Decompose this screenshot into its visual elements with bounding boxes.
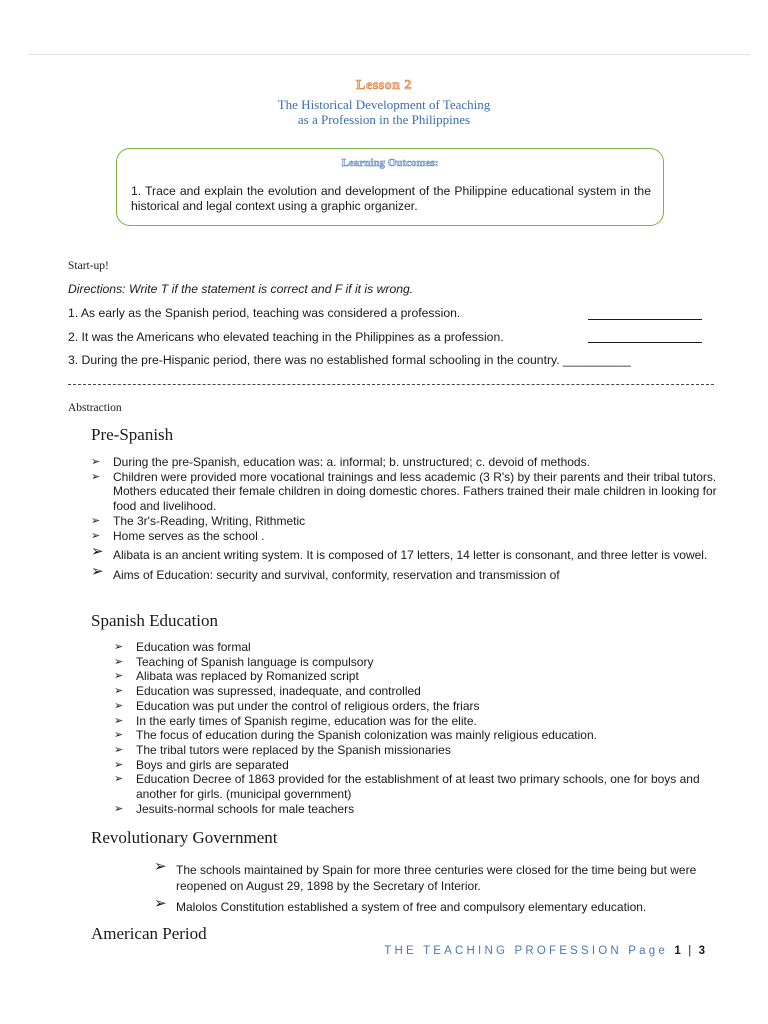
arrow-bullet-icon: ➢ — [91, 543, 104, 561]
arrow-bullet-icon: ➢ — [154, 858, 167, 875]
arrow-bullet-icon: ➢ — [114, 743, 124, 756]
arrow-bullet-icon: ➢ — [91, 470, 101, 483]
arrow-bullet-icon: ➢ — [91, 456, 101, 468]
list-item: ➢ Alibata was replaced by Romanized script — [114, 669, 359, 684]
startup-statement-1: 1. As early as the Spanish period, teaching was considered a profession. — [68, 306, 461, 320]
answer-blank-2[interactable] — [588, 342, 702, 343]
arrow-bullet-icon: ➢ — [154, 895, 167, 912]
startup-statement-2: 2. It was the Americans who elevated teaching in the Philippines as a profession. — [68, 330, 504, 344]
page-footer — [384, 945, 706, 957]
section-divider — [68, 384, 714, 385]
list-item: ➢ Aims of Education: security and survival, conformity, reservation and transmission of — [91, 563, 560, 583]
list-item: ➢ Education was supressed, inadequate, and controlled — [114, 684, 421, 699]
learning-outcomes-box — [116, 148, 664, 226]
learning-outcomes-title: Learning Outcomes: — [341, 157, 439, 169]
list-item: ➢ Home serves as the school . — [91, 528, 265, 543]
lesson-subtitle-line-1: The Historical Development of Teaching — [277, 97, 491, 112]
list-item: ➢ During the pre-Spanish, education was: a. informal; b. unstructured; c. devoid of methods. — [91, 455, 590, 469]
startup-directions: Directions: Write T if the statement is correct and F if it is wrong. — [68, 282, 414, 296]
list-item: ➢ Malolos Constitution established a system of free and compulsory elementary education. — [154, 895, 647, 914]
arrow-bullet-icon: ➢ — [114, 670, 124, 683]
section-title-spanish-education: Spanish Education — [91, 611, 219, 630]
arrow-bullet-icon: ➢ — [114, 758, 124, 771]
arrow-bullet-icon: ➢ — [91, 563, 104, 581]
list-item: ➢ Education was formal — [114, 640, 251, 654]
lesson-title: Lesson 2 — [356, 78, 412, 93]
list-item: ➢ Alibata is an ancient writing system. It is composed of 17 letters, 14 letter is consonant, and three letter is vowel. — [91, 543, 708, 563]
section-title-revolutionary-government: Revolutionary Government — [91, 828, 278, 847]
list-item: ➢ Boys and girls are separated — [114, 757, 289, 772]
startup-label: Start-up! — [68, 260, 109, 272]
list-item: ➢ Education Decree of 1863 provided for the establishment of at least two primary schools, one for boys and another for girls. (municipal government) — [114, 772, 700, 802]
header-rule — [28, 54, 750, 55]
lesson-subtitle-line-2: as a Profession in the Philippines — [297, 112, 471, 127]
section-title-american-period: American Period — [91, 924, 207, 943]
arrow-bullet-icon: ➢ — [114, 729, 124, 742]
footer-separator: | — [688, 945, 693, 957]
pre-spanish-list — [91, 455, 723, 583]
answer-blank-1[interactable] — [588, 319, 702, 320]
revolutionary-government-list — [154, 858, 724, 915]
footer-text: THE TEACHING PROFESSION Page — [384, 945, 668, 957]
list-item: ➢ Teaching of Spanish language is compulsory — [114, 654, 374, 669]
list-item: ➢ The focus of education during the Spanish colonization was mainly religious education. — [114, 728, 597, 743]
footer-page-number: 1 — [674, 945, 682, 957]
arrow-bullet-icon: ➢ — [114, 699, 124, 712]
spanish-education-list — [114, 640, 726, 816]
arrow-bullet-icon: ➢ — [114, 773, 124, 786]
abstraction-label: Abstraction — [68, 402, 122, 414]
arrow-bullet-icon: ➢ — [114, 714, 124, 727]
footer-page-total: 3 — [698, 945, 706, 957]
list-item: ➢ The schools maintained by Spain for more three centuries were closed for the time being but were reopened on August 29, 1898 by the Secretary of Interior. — [154, 858, 697, 893]
list-item: ➢ In the early times of Spanish regime, education was for the elite. — [114, 713, 477, 728]
learning-outcomes-text: 1. Trace and explain the evolution and development of the Philippine educational system in the historical and legal context using a graphic organizer. — [131, 184, 651, 213]
arrow-bullet-icon: ➢ — [114, 641, 124, 653]
startup-statement-3: 3. During the pre-Hispanic period, there was no established formal schooling in the country. __________ — [68, 353, 631, 367]
list-item: ➢ Children were provided more vocational trainings and less academic (3 R's) by their parents and their tribal tutors. Mothers educated their female children in doing domestic chores. Fathers trained their male children in looking for food and livelihood. — [91, 469, 717, 514]
arrow-bullet-icon: ➢ — [114, 655, 124, 668]
list-item: ➢ Education was put under the control of religious orders, the friars — [114, 698, 480, 713]
arrow-bullet-icon: ➢ — [114, 802, 124, 815]
arrow-bullet-icon: ➢ — [91, 529, 101, 542]
list-item: ➢ Jesuits-normal schools for male teachers — [114, 801, 355, 816]
list-item: ➢ The tribal tutors were replaced by the Spanish missionaries — [114, 742, 451, 757]
arrow-bullet-icon: ➢ — [91, 514, 101, 527]
section-title-pre-spanish: Pre-Spanish — [91, 425, 174, 444]
arrow-bullet-icon: ➢ — [114, 685, 124, 698]
list-item: ➢ The 3r's-Reading, Writing, Rithmetic — [91, 513, 306, 528]
